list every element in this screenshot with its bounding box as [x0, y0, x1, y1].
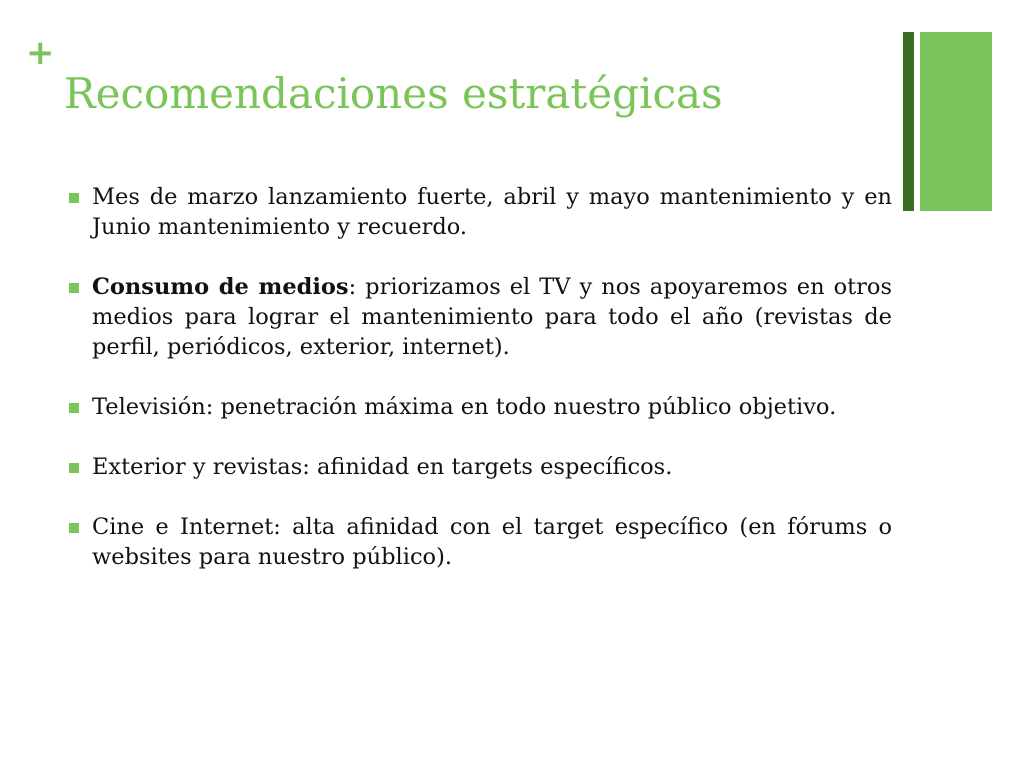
- bullet-text: Televisión: penetración máxima en todo nuestro público objetivo.: [92, 394, 837, 420]
- square-bullet-icon: [69, 523, 79, 533]
- bullet-text: Exterior y revistas: afinidad en targets específicos.: [92, 454, 673, 480]
- bullet-item: [92, 392, 892, 422]
- bullet-list: [92, 182, 892, 602]
- decorative-bar-light: [920, 32, 992, 211]
- slide-title: Recomendaciones estratégicas: [64, 69, 723, 118]
- plus-icon: +: [26, 33, 55, 73]
- bullet-item: [92, 512, 892, 572]
- square-bullet-icon: [69, 463, 79, 473]
- bullet-text: Cine e Internet: alta afinidad con el target específico (en fórums o websites para nuestro público).: [92, 514, 892, 570]
- bullet-text: Mes de marzo lanzamiento fuerte, abril y mayo mantenimiento y en Junio mantenimiento y recuerdo.: [92, 184, 892, 240]
- square-bullet-icon: [69, 403, 79, 413]
- bullet-item: [92, 272, 892, 362]
- decorative-bar-dark: [903, 32, 914, 211]
- bullet-item: [92, 182, 892, 242]
- square-bullet-icon: [69, 283, 79, 293]
- square-bullet-icon: [69, 193, 79, 203]
- bullet-text: : priorizamos el TV y nos apoyaremos en otros medios para lograr el mantenimiento para todo el año (revistas de perfil, periódicos, exterior, internet).: [92, 274, 893, 360]
- bullet-item: [92, 452, 892, 482]
- bullet-bold-term: Consumo de medios: [92, 274, 349, 300]
